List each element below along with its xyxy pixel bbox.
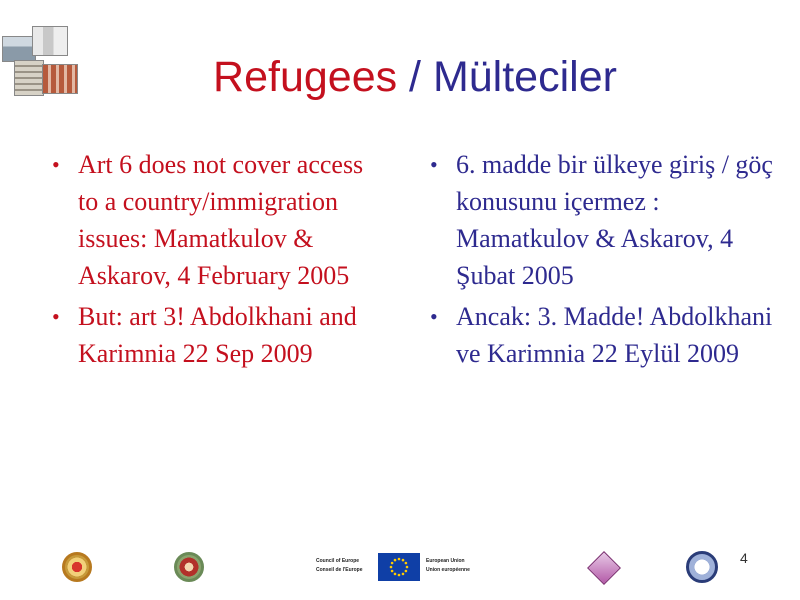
bullet-item: • Art 6 does not cover access to a country/immigration issues: Mamatkulov & Askarov, 4 February 2005 (52, 146, 372, 294)
title-english: Refugees (213, 53, 398, 101)
coe-eu-logo (316, 553, 488, 581)
title-separator: / (397, 53, 433, 101)
round-emblem-icon (686, 551, 718, 583)
bullet-item: • Ancak: 3. Madde! Abdolkhani ve Karimnia 22 Eylül 2009 (430, 298, 780, 372)
university-seal-icon (62, 552, 92, 582)
bullet-item: • But: art 3! Abdolkhani and Karimnia 22 Sep 2009 (52, 298, 372, 372)
eu-flag-icon (378, 553, 420, 581)
turkish-bullet-list (430, 146, 780, 376)
bullet-item: • 6. madde bir ülkeye giriş / göç konusunu içermez : Mamatkulov & Askarov, 4 Şubat 2005 (430, 146, 780, 294)
english-bullet-list (52, 146, 372, 376)
coe-label: Council of Europe Conseil de l'Europe (316, 558, 363, 573)
court-seal-icon (174, 552, 204, 582)
title-turkish: Mülteciler (432, 53, 617, 101)
diamond-emblem-icon (587, 551, 621, 585)
slide-title (0, 52, 800, 102)
eu-label: European Union Union européenne (426, 558, 470, 573)
page-number: 4 (740, 550, 748, 566)
